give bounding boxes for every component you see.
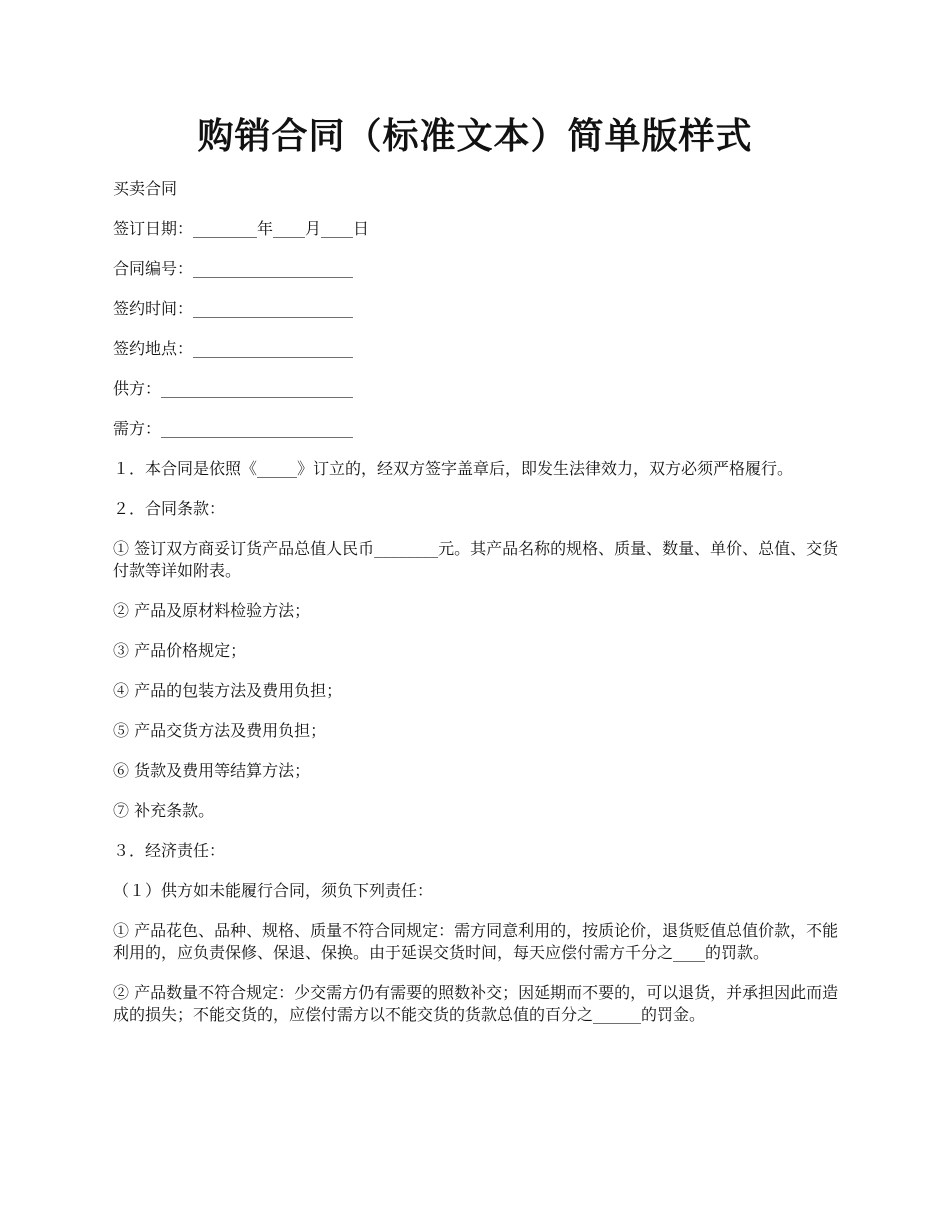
signing-date-line: 签订日期：________年____月____日: [113, 219, 370, 238]
clause-3-subheading-1: （１）供方如未能履行合同，须负下列责任：: [113, 881, 434, 900]
clause-2-item-6: ⑥ 货款及费用等结算方法；: [113, 761, 311, 780]
clause-3-heading: ３．经济责任：: [113, 841, 226, 860]
contract-type-line: 买卖合同: [113, 179, 178, 198]
clause-2-item-7: ⑦ 补充条款。: [113, 801, 215, 820]
signing-place-line: 签约地点：____________________: [113, 339, 354, 358]
signing-time-line: 签约时间：____________________: [113, 299, 354, 318]
clause-1: １．本合同是依照《_____》订立的，经双方签字盖章后，即发生法律效力，双方必须严格履行。: [113, 459, 794, 478]
clause-2-heading: ２．合同条款：: [113, 499, 226, 518]
clause-2-item-5: ⑤ 产品交货方法及费用负担；: [113, 721, 327, 740]
document-title: 购销合同（标准文本）简单版样式: [197, 115, 753, 157]
contract-number-line: 合同编号：____________________: [113, 259, 354, 278]
clause-3-item-2: ② 产品数量不符合规定：少交需方仍有需要的照数补交；因延期而不要的，可以退货，并承担因此而造成的损失；不能交货的，应偿付需方以不能交货的货款总值的百分之______的罚金。: [113, 983, 839, 1024]
supplier-line: 供方：________________________: [113, 379, 354, 398]
clause-2-item-4: ④ 产品的包装方法及费用负担；: [113, 681, 343, 700]
clause-2-item-2: ② 产品及原材料检验方法；: [113, 601, 311, 620]
document-body: [113, 178, 843, 1044]
clause-2-item-1: ① 签订双方商妥订货产品总值人民币________元。其产品名称的规格、质量、数量、单价、总值、交货付款等详如附表。: [113, 539, 839, 580]
clause-2-item-3: ③ 产品价格规定；: [113, 641, 247, 660]
buyer-line: 需方：________________________: [113, 419, 354, 438]
clause-3-item-1: ① 产品花色、品种、规格、质量不符合同规定：需方同意利用的，按质论价，退货贬值总值价款，不能利用的，应负责保修、保退、保换。由于延误交货时间，每天应偿付需方千分之____的罚款。: [113, 921, 839, 962]
